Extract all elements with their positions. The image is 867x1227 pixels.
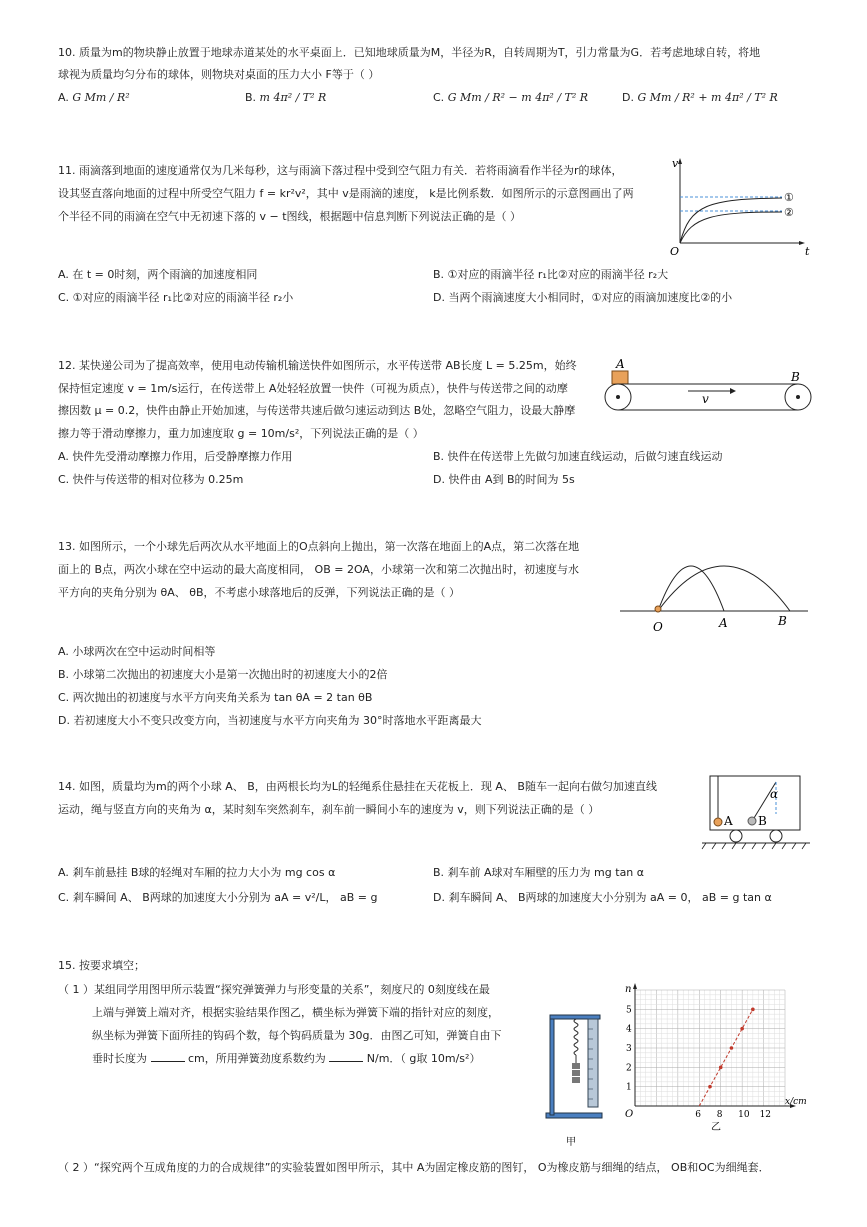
ball-b bbox=[748, 817, 756, 825]
q11-option-b[interactable]: B. ①对应的雨滴半径 r₁比②对应的雨滴半径 r₂大 bbox=[433, 268, 669, 281]
q12-option-d[interactable]: D. 快件由 A到 B的时间为 5s bbox=[433, 473, 575, 486]
pulley-b-axle bbox=[796, 395, 800, 399]
ball-a bbox=[714, 818, 722, 826]
stand-arm bbox=[550, 1015, 600, 1019]
q12-option-b[interactable]: B. 快件在传送带上先做匀加速直线运动，后做匀速直线运动 bbox=[433, 450, 723, 463]
option-expr: G Mm / R² − m 4π² / T² R bbox=[447, 91, 589, 104]
q13-option-c[interactable]: C. 两次抛出的初速度与水平方向夹角关系为 tan θA = 2 tan θB bbox=[58, 691, 373, 704]
q12-stem-line4: 擦力等于滑动摩擦力，重力加速度取 g = 10m/s²，下列说法正确的是（ ） bbox=[58, 427, 424, 440]
y-tick-3: 3 bbox=[626, 1044, 632, 1054]
curve-2 bbox=[680, 212, 782, 243]
v-axis-arrow bbox=[678, 158, 682, 164]
option-expr: G Mm / R² bbox=[72, 91, 130, 104]
y-tick-1: 1 bbox=[626, 1082, 632, 1093]
q12-option-c[interactable]: C. 快件与传送带的相对位移为 0.25m bbox=[58, 473, 244, 486]
q14-stem-line2: 运动，绳与竖直方向的夹角为 α，某时刻车突然刹车，刹车前一瞬间小车的速度为 v，则下列说法正确的是（ ） bbox=[58, 803, 600, 816]
q11-stem-line3: 个半径不同的雨滴在空气中无初速下落的 v − t图线，根据题中信息判断下列说法正确的是（ ） bbox=[58, 210, 522, 223]
label-a: A bbox=[719, 616, 728, 630]
x-tick-10: 10 bbox=[738, 1110, 750, 1120]
label-o: O bbox=[653, 620, 663, 634]
data-point bbox=[708, 1085, 712, 1089]
y-axis-arrow bbox=[633, 983, 637, 989]
x-tick-labels bbox=[695, 1110, 771, 1120]
x-axis-label: x/cm bbox=[785, 1097, 807, 1107]
v-label: v bbox=[672, 157, 679, 170]
ground-hatch bbox=[702, 843, 806, 849]
curve-1 bbox=[680, 198, 782, 243]
weight-1 bbox=[572, 1063, 580, 1069]
option-label: D. bbox=[622, 91, 634, 104]
q15-apparatus-figure bbox=[532, 1005, 612, 1150]
q12-option-a[interactable]: A. 快件先受滑动摩擦力作用，后受静摩擦力作用 bbox=[58, 450, 293, 463]
q13-stem-line1: 13. 如图所示，一个小球先后两次从水平地面上的O点斜向上抛出，第一次落在地面上的A点，第二次落在地 bbox=[58, 540, 580, 553]
y-axis-label: n bbox=[625, 984, 632, 995]
x-tick-6: 6 bbox=[695, 1110, 702, 1120]
q12-stem-line3: 擦因数 μ = 0.2，快件由静止开始加速，与传送带共速后做匀速运动到达 B处，忽略空气阻力，设最大静摩 bbox=[58, 404, 576, 417]
grid bbox=[635, 990, 785, 1106]
q15-part1-line2: 上端与弹簧上端对齐，根据实验结果作图乙，横坐标为弹簧下端的指针对应的刻度， bbox=[92, 1006, 499, 1019]
q14-stem-line1: 14. 如图，质量均为m的两个小球 A、 B，由两根长均为L的轻绳系住悬挂在天花板上．现 A、 B随车一起向右做匀加速直线 bbox=[58, 780, 657, 793]
pulley-a-axle bbox=[616, 395, 620, 399]
q11-vt-figure bbox=[662, 155, 812, 260]
q15-part2-line: （ 2 ）“探究两个互成角度的力的合成规律”的实验装置如图甲所示，其中 A为固定橡皮筋的图钉， O为橡皮筋与细绳的结点， OB和OC为细绳套． bbox=[58, 1161, 770, 1174]
q15-part1-line4 bbox=[92, 1051, 480, 1067]
label-a: A bbox=[616, 357, 625, 371]
q10-option-d[interactable] bbox=[622, 90, 778, 106]
curve-2-label: ② bbox=[784, 206, 794, 219]
q13-stem-line3: 平方向的夹角分别为 θA、 θB，不考虑小球落地后的反弹，下列说法正确的是（ ） bbox=[58, 586, 461, 599]
origin-label: O bbox=[625, 1109, 634, 1120]
figure-label-yi: 乙 bbox=[711, 1122, 721, 1133]
x-tick-8: 8 bbox=[716, 1110, 723, 1120]
q10-option-a[interactable] bbox=[58, 90, 130, 106]
q12-conveyor-figure bbox=[598, 355, 813, 420]
y-tick-5: 5 bbox=[626, 1005, 632, 1016]
option-expr: G Mm / R² + m 4π² / T² R bbox=[637, 91, 778, 104]
label-a: A bbox=[724, 814, 733, 828]
q12-stem-line2: 保持恒定速度 v = 1m/s运行，在传送带上 A处轻轻放置一快件（可视为质点），快件与传送带之间的动摩 bbox=[58, 382, 568, 395]
curve-1-label: ① bbox=[784, 191, 794, 204]
q13-projectile-figure bbox=[620, 535, 810, 635]
data-point bbox=[751, 1008, 755, 1012]
line4-text-b: cm，所用弹簧劲度系数约为 bbox=[188, 1052, 326, 1065]
option-label: A. bbox=[58, 91, 69, 104]
wheel-front bbox=[730, 830, 742, 842]
label-v: v bbox=[702, 392, 709, 406]
x-tick-12: 12 bbox=[759, 1110, 772, 1120]
q13-option-b[interactable]: B. 小球第二次抛出的初速度大小是第一次抛出时的初速度大小的2倍 bbox=[58, 668, 388, 681]
option-label: C. bbox=[433, 91, 445, 104]
q10-option-c[interactable] bbox=[433, 90, 588, 106]
q15-part1-line3: 纵坐标为弹簧下面所挂的钩码个数，每个钩码质量为 30g．由图乙可知，弹簧自由下 bbox=[92, 1029, 502, 1042]
q13-option-a[interactable]: A. 小球两次在空中运动时间相等 bbox=[58, 645, 216, 658]
spring bbox=[574, 1019, 578, 1055]
data-point bbox=[740, 1027, 744, 1031]
q15-part1-line1: （ 1 ）某组同学用图甲所示装置“探究弹簧弹力与形变量的关系”，刻度尺的 0刻度线在最 bbox=[58, 983, 490, 996]
q13-stem-line2: 面上的 B点，两次小球在空中运动的最大高度相同， OB = 2OA，小球第一次和第二次抛出时，初速度与水 bbox=[58, 563, 579, 576]
velocity-arrowhead bbox=[730, 388, 736, 394]
origin-label: O bbox=[670, 245, 680, 258]
q10-stem-line2: 球视为质量均匀分布的球体，则物块对桌面的压力大小 F等于（ ） bbox=[58, 68, 380, 81]
stand-rod bbox=[550, 1015, 554, 1115]
weight-3 bbox=[572, 1077, 580, 1083]
length-blank[interactable] bbox=[151, 1051, 185, 1062]
y-tick-2: 2 bbox=[626, 1063, 632, 1074]
q15-title: 15. 按要求填空； bbox=[58, 959, 145, 972]
y-tick-4: 4 bbox=[626, 1024, 632, 1035]
q14-option-b[interactable]: B. 剎车前 A球对车厢壁的压力为 mg tan α bbox=[433, 866, 645, 879]
q14-cart-figure bbox=[700, 772, 812, 854]
line4-text-c: N/m．（ g取 10m/s²） bbox=[366, 1052, 481, 1065]
q10-option-b[interactable] bbox=[245, 90, 326, 106]
q15-graph-figure bbox=[615, 980, 815, 1135]
data-point bbox=[730, 1046, 734, 1050]
q12-stem-line1: 12. 某快递公司为了提高效率，使用电动传输机输送快件如图所示，水平传送带 AB长度 L = 5.25m，始终 bbox=[58, 359, 577, 372]
y-tick-labels bbox=[626, 1005, 632, 1092]
trajectory-a bbox=[658, 566, 724, 611]
label-alpha: α bbox=[770, 787, 779, 801]
ball bbox=[655, 606, 661, 612]
weight-2 bbox=[572, 1070, 580, 1076]
wheel-rear bbox=[770, 830, 782, 842]
q11-option-a[interactable]: A. 在 t = 0时刻，两个雨滴的加速度相同 bbox=[58, 268, 258, 281]
parcel-box bbox=[612, 371, 628, 384]
q11-stem-line1: 11. 雨滴落到地面的速度通常仅为几米每秒，这与雨滴下落过程中受到空气阻力有关．若将雨滴看作半径为r的球体， bbox=[58, 164, 623, 177]
option-expr: m 4π² / T² R bbox=[259, 91, 327, 104]
line4-text-a: 垂时长度为 bbox=[92, 1052, 147, 1065]
q14-option-a[interactable]: A. 剎车前悬挂 B球的轻绳对车厢的拉力大小为 mg cos α bbox=[58, 866, 336, 879]
option-label: B. bbox=[245, 91, 257, 104]
data-point bbox=[719, 1066, 723, 1070]
q11-stem-line2: 设其竖直落向地面的过程中所受空气阻力 f = kr²v²，其中 v是雨滴的速度， k是比例系数．如图所示的示意图画出了两 bbox=[58, 187, 634, 200]
t-label: t bbox=[805, 245, 810, 258]
q11-option-c[interactable]: C. ①对应的雨滴半径 r₁比②对应的雨滴半径 r₂小 bbox=[58, 291, 294, 304]
figure-label-jia: 甲 bbox=[566, 1137, 576, 1148]
label-b: B bbox=[791, 370, 800, 384]
label-b: B bbox=[778, 614, 787, 628]
ruler bbox=[588, 1019, 598, 1107]
q11-option-d[interactable]: D. 当两个雨滴速度大小相同时，①对应的雨滴加速度比②的小 bbox=[433, 291, 733, 304]
q10-stem-line1: 10. 质量为m的物块静止放置于地球赤道某处的水平桌面上．已知地球质量为M，半径为R，自转周期为T，引力常量为G．若考虑地球自转，将地 bbox=[58, 46, 761, 59]
q13-option-d[interactable]: D. 若初速度大小不变只改变方向，当初速度与水平方向夹角为 30°时落地水平距离最大 bbox=[58, 714, 482, 727]
q14-option-c[interactable]: C. 剎车瞬间 A、 B两球的加速度大小分别为 aA = v²/L， aB = g bbox=[58, 891, 378, 904]
label-b: B bbox=[758, 814, 767, 828]
stiffness-blank[interactable] bbox=[329, 1051, 363, 1062]
q14-option-d[interactable]: D. 剎车瞬间 A、 B两球的加速度大小分别为 aA = 0， aB = g tan α bbox=[433, 891, 772, 904]
